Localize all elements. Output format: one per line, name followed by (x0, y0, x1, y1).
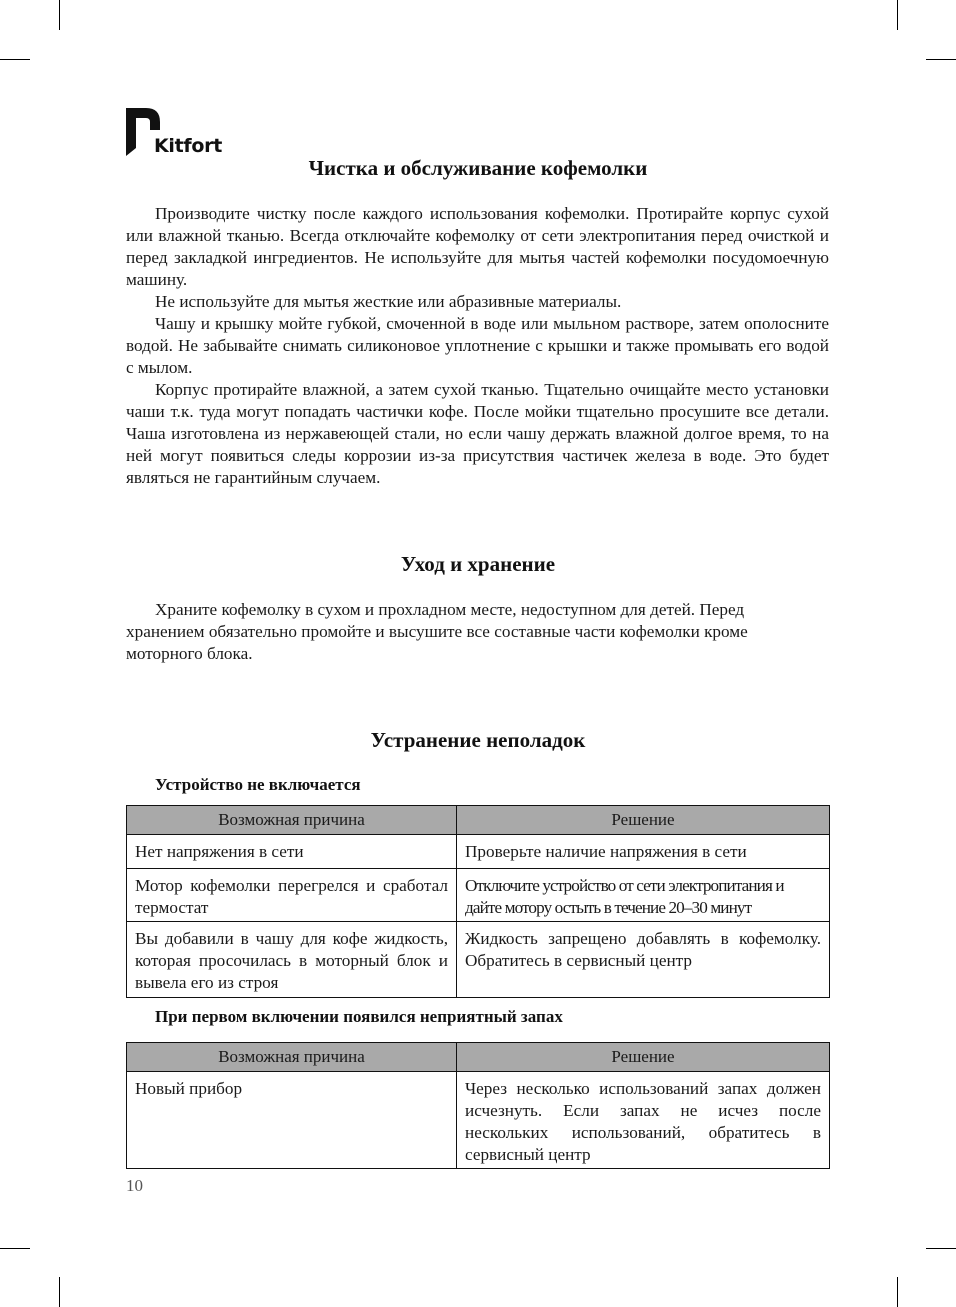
storage-text (126, 599, 816, 665)
solution-cell: Проверьте наличие напряжения в сети (457, 835, 830, 869)
table-header-row (127, 806, 830, 835)
cleaning-text (126, 203, 829, 489)
troubleshooting-table-1 (126, 805, 830, 998)
section-title-storage: Уход и хранение (400, 552, 556, 576)
crop-mark (926, 1248, 956, 1249)
crop-mark (0, 1248, 30, 1249)
section-title-cleaning: Чистка и обслуживание кофемолки (308, 156, 648, 180)
table1-subtitle: Устройство не включается (155, 775, 361, 794)
paragraph: Производите чистку после каждого использования кофемолки. Протирайте корпус сухой или влажной тканью. Всегда отключайте кофемолку от сети электропитания перед очисткой и перед закладкой ингредиентов. Не используйте для мытья частей кофемолки посудомоечную машину. (126, 204, 829, 289)
solution-cell: Отключите устройство от сети электропитания и дайте мотору остыть в течение 20–30 минут (457, 869, 830, 922)
crop-mark (897, 0, 898, 30)
paragraph: Чашу и крышку мойте губкой, смоченной в воде или мыльном растворе, затем ополосните водой. Не забывайте снимать силиконовое уплотнение с крышки и также промывать его водой с мылом. (126, 314, 829, 377)
paragraph: Храните кофемолку в сухом и прохладном месте, недоступном для детей. Перед хранением обязательно промойте и высушите все составные части кофемолки кроме моторного блока. (126, 600, 748, 663)
crop-mark (897, 1277, 898, 1307)
column-header-cause: Возможная причина (127, 806, 457, 835)
cause-cell: Новый прибор (127, 1072, 457, 1169)
crop-mark (926, 59, 956, 60)
table-row (127, 869, 830, 922)
column-header-solution: Решение (457, 1043, 830, 1072)
page-number: 10 (126, 1176, 143, 1195)
paragraph: Корпус протирайте влажной, а затем сухой тканью. Тщательно очищайте место установки чаши т.к. туда могут попадать частички кофе. После мойки тщательно просушите все детали. Чаша изготовлена из нержавеющей стали, но если чашу держать влажной долгое время, то на ней могут появиться следы коррозии из-за присутствия частичек железа в воде. Это будет являться не гарантийным случаем. (126, 380, 829, 487)
section-title-troubleshooting: Устранение неполадок (370, 728, 586, 752)
cause-cell: Нет напряжения в сети (127, 835, 457, 869)
table-row (127, 835, 830, 869)
brand-name: Kitfort (154, 135, 222, 157)
table-row (127, 1072, 830, 1169)
crop-mark (59, 1277, 60, 1307)
solution-cell: Жидкость запрещено добавлять в кофемолку. Обратитесь в сервисный центр (457, 922, 830, 998)
table-header-row (127, 1043, 830, 1072)
cause-cell: Мотор кофемолки перегрелся и сработал термостат (127, 869, 457, 922)
brand-logo (126, 108, 246, 158)
solution-cell: Через несколько использований запах должен исчезнуть. Если запах не исчез после нескольких использований, обратитесь в сервисный центр (457, 1072, 830, 1169)
cause-cell: Вы добавили в чашу для кофе жидкость, которая просочилась в моторный блок и вывела его из строя (127, 922, 457, 998)
table-row (127, 922, 830, 998)
column-header-solution: Решение (457, 806, 830, 835)
crop-mark (0, 59, 30, 60)
troubleshooting-table-2 (126, 1042, 830, 1169)
paragraph: Не используйте для мытья жесткие или абразивные материалы. (155, 292, 622, 311)
crop-mark (59, 0, 60, 30)
column-header-cause: Возможная причина (127, 1043, 457, 1072)
table2-subtitle: При первом включении появился неприятный запах (155, 1007, 563, 1026)
